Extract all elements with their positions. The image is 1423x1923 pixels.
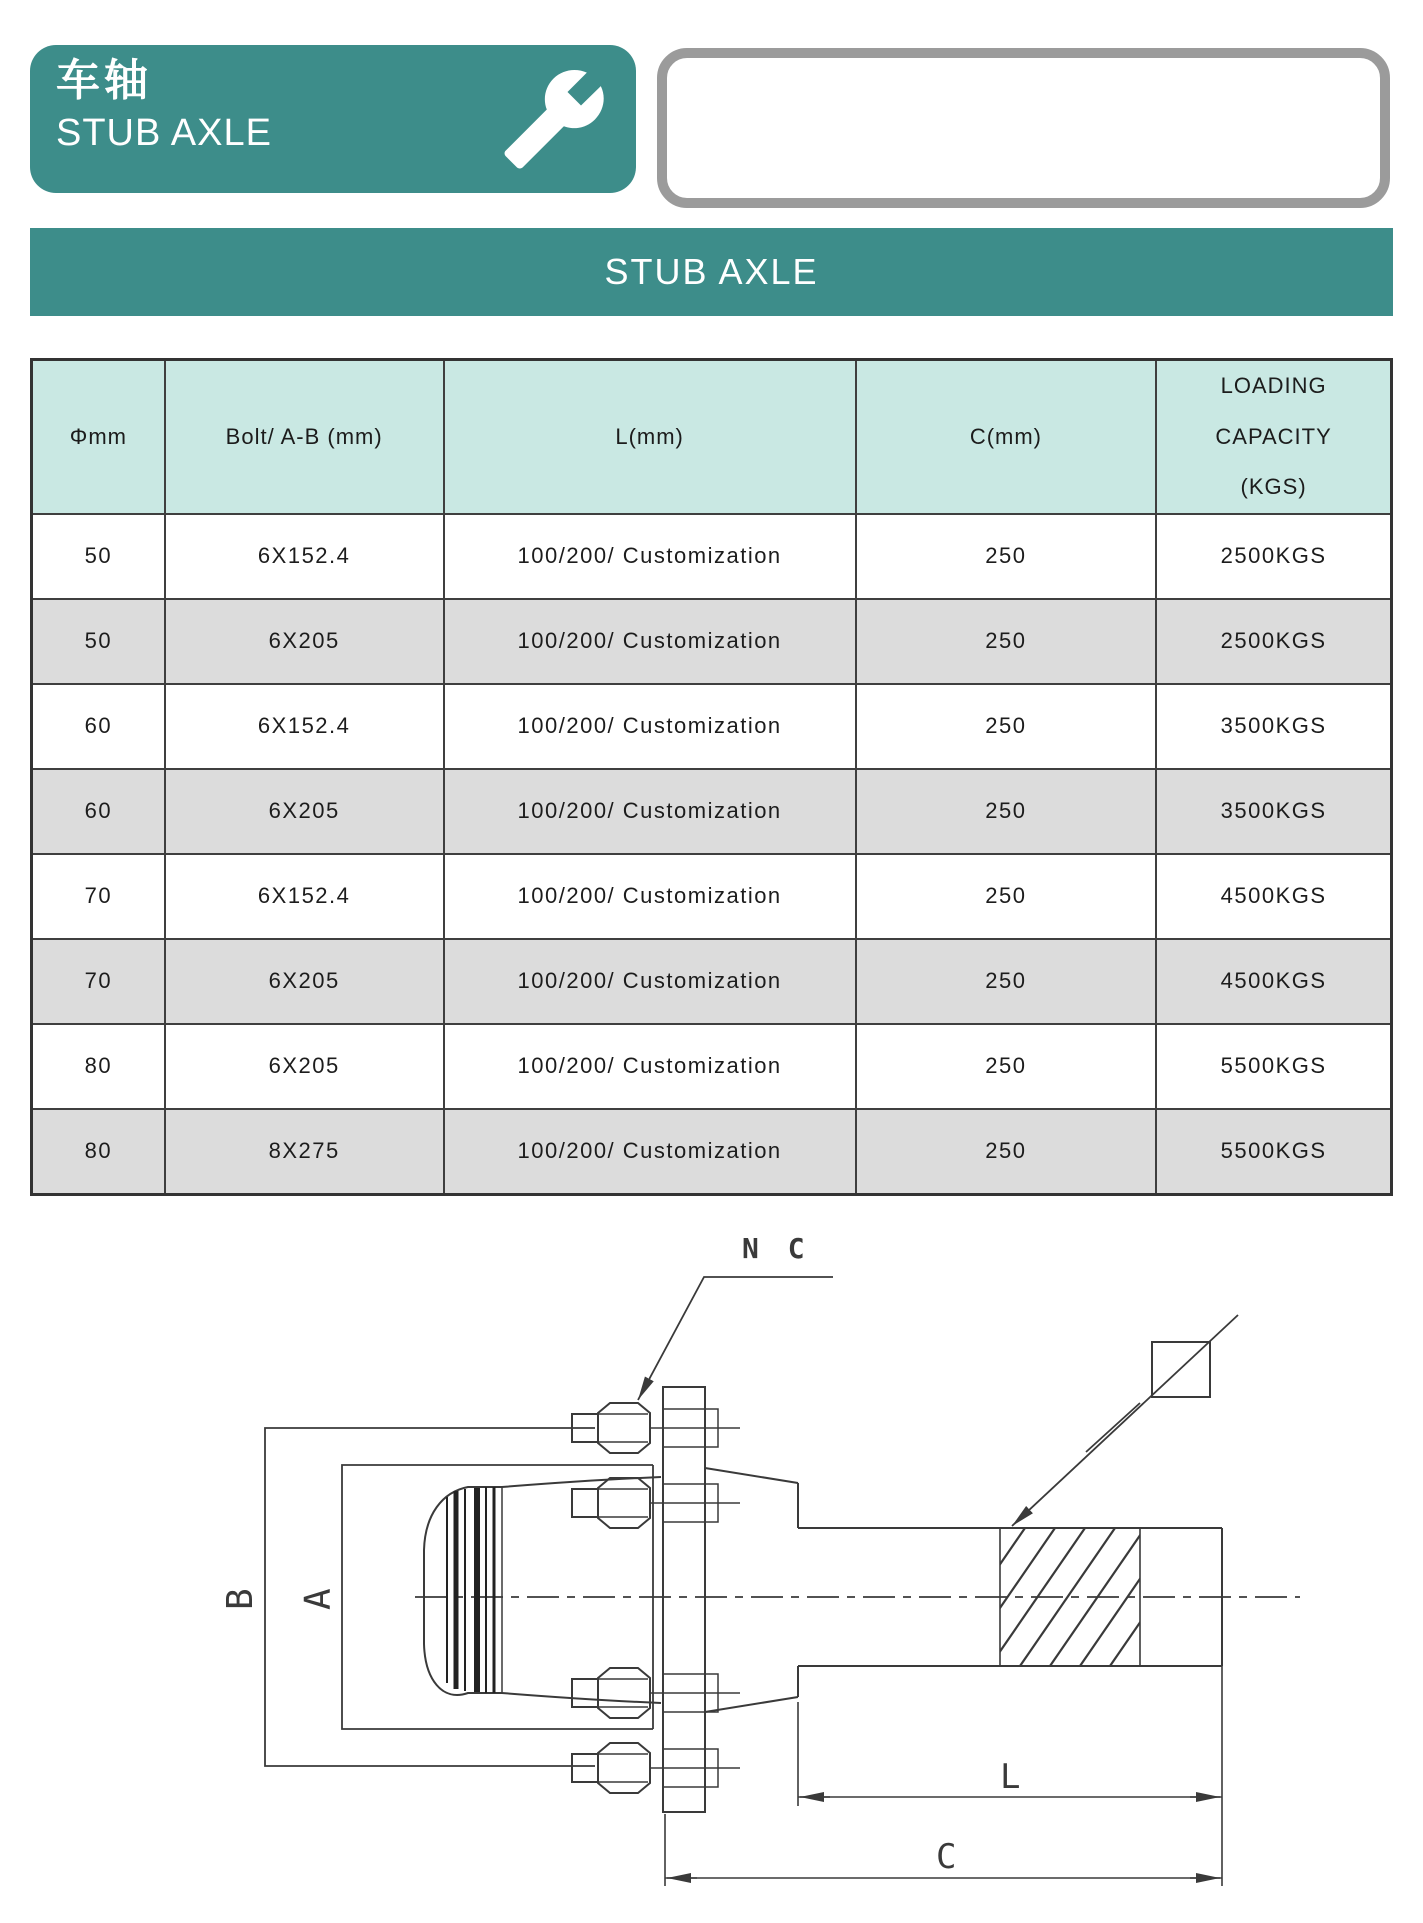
table-cell: 250: [856, 854, 1157, 939]
table-cell: 100/200/ Customization: [444, 684, 856, 769]
page-title-chinese: 车轴: [56, 56, 152, 105]
dust-cap-outline: [424, 1487, 502, 1695]
table-cell: 5500KGS: [1156, 1109, 1391, 1195]
table-cell: 4500KGS: [1156, 854, 1391, 939]
table-cell: 6X152.4: [165, 854, 444, 939]
table-cell: 50: [32, 599, 165, 684]
table-cell: 100/200/ Customization: [444, 769, 856, 854]
table-cell: 2500KGS: [1156, 599, 1391, 684]
table-row: [32, 514, 1392, 599]
col-header-loading-capacity: LOADING CAPACITY (KGS): [1156, 360, 1391, 514]
table-cell: 80: [32, 1024, 165, 1109]
table-cell: 250: [856, 1109, 1157, 1195]
wheel-bolt-group: [572, 975, 740, 1793]
table-row: [32, 599, 1392, 684]
table-cell: 8X275: [165, 1109, 444, 1195]
label-a: A: [298, 1588, 339, 1610]
table-cell: 70: [32, 939, 165, 1024]
table-cell: 50: [32, 514, 165, 599]
section-title: STUB AXLE: [604, 251, 819, 292]
table-cell: 250: [856, 599, 1157, 684]
col-header-c: C(mm): [856, 360, 1157, 514]
col-header-diameter: Φmm: [32, 360, 165, 514]
header-empty-box: [657, 48, 1390, 208]
table-cell: 100/200/ Customization: [444, 854, 856, 939]
col-header-bolt: Bolt/ A-B (mm): [165, 360, 444, 514]
table-cell: 100/200/ Customization: [444, 1024, 856, 1109]
table-cell: 250: [856, 1024, 1157, 1109]
table-cell: 3500KGS: [1156, 684, 1391, 769]
table-cell: 80: [32, 1109, 165, 1195]
table-row: [32, 684, 1392, 769]
table-cell: 6X205: [165, 1024, 444, 1109]
table-cell: 6X152.4: [165, 684, 444, 769]
table-cell: 100/200/ Customization: [444, 514, 856, 599]
table-cell: 100/200/ Customization: [444, 1109, 856, 1195]
table-cell: 6X205: [165, 939, 444, 1024]
surface-leader-line: [1012, 1315, 1238, 1526]
table-cell: 3500KGS: [1156, 769, 1391, 854]
section-title-bar: [30, 228, 1393, 316]
nc-leader-line: [638, 1277, 833, 1400]
table-cell: 5500KGS: [1156, 1024, 1391, 1109]
table-cell: 2500KGS: [1156, 514, 1391, 599]
page-title-english: STUB AXLE: [56, 112, 272, 154]
hub-cone: [705, 1468, 798, 1712]
label-b: B: [220, 1588, 261, 1610]
dust-cap-stripes: [447, 1487, 494, 1693]
hub-profile-bottom: [502, 1693, 661, 1703]
label-nc: N C: [742, 1232, 811, 1265]
table-cell: 250: [856, 769, 1157, 854]
surface-symbol-tick: [1086, 1403, 1140, 1452]
table-cell: 6X152.4: [165, 514, 444, 599]
table-cell: 70: [32, 854, 165, 939]
label-l: L: [1000, 1757, 1021, 1797]
table-header-row: [32, 360, 1392, 514]
table-row: [32, 854, 1392, 939]
table-cell: 60: [32, 684, 165, 769]
table-cell: 6X205: [165, 769, 444, 854]
table-cell: 4500KGS: [1156, 939, 1391, 1024]
table-cell: 250: [856, 939, 1157, 1024]
stub-axle-technical-drawing: [0, 975, 1423, 1923]
table-cell: 60: [32, 769, 165, 854]
table-row: [32, 769, 1392, 854]
table-cell: 250: [856, 684, 1157, 769]
col-header-l: L(mm): [444, 360, 856, 514]
table-cell: 250: [856, 514, 1157, 599]
label-c: C: [936, 1837, 957, 1877]
table-cell: 6X205: [165, 599, 444, 684]
table-cell: 100/200/ Customization: [444, 939, 856, 1024]
wrench-icon: [500, 65, 608, 173]
header-card: [30, 45, 636, 193]
table-cell: 100/200/ Customization: [444, 599, 856, 684]
